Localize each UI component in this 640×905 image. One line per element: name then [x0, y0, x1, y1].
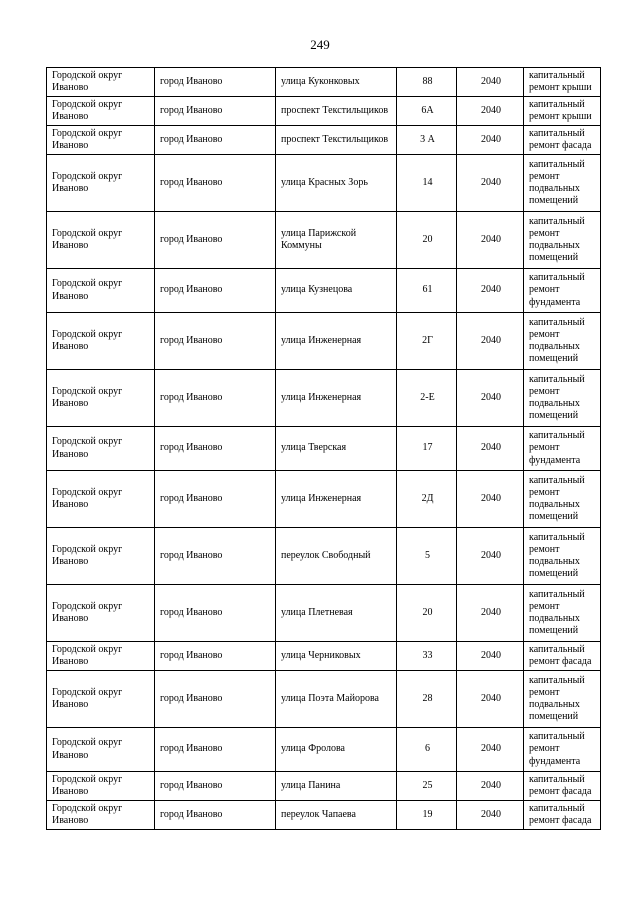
house-number-cell: 2Д	[397, 471, 457, 528]
street-cell: проспект Текстильщиков	[276, 126, 397, 155]
district-cell: Городской округ Иваново	[47, 370, 155, 427]
street-cell: улица Инженерная	[276, 370, 397, 427]
district-cell: Городской округ Иваново	[47, 126, 155, 155]
table-row	[47, 126, 601, 155]
work-type-cell: капитальный ремонт фасада	[524, 772, 601, 801]
house-number-cell: 14	[397, 155, 457, 212]
work-type-cell: капитальный ремонт крыши	[524, 68, 601, 97]
city-cell: город Иваново	[155, 370, 276, 427]
table-row	[47, 370, 601, 427]
district-cell: Городской округ Иваново	[47, 728, 155, 772]
house-number-cell: 6	[397, 728, 457, 772]
year-cell: 2040	[457, 370, 524, 427]
year-cell: 2040	[457, 212, 524, 269]
work-type-cell: капитальный ремонт фасада	[524, 642, 601, 671]
house-number-cell: 20	[397, 585, 457, 642]
table-row	[47, 642, 601, 671]
city-cell: город Иваново	[155, 269, 276, 313]
page-number: 249	[310, 37, 330, 52]
city-cell: город Иваново	[155, 155, 276, 212]
work-type-cell: капитальный ремонт крыши	[524, 97, 601, 126]
table-row	[47, 528, 601, 585]
year-cell: 2040	[457, 528, 524, 585]
street-cell: улица Фролова	[276, 728, 397, 772]
city-cell: город Иваново	[155, 642, 276, 671]
street-cell: улица Панина	[276, 772, 397, 801]
table-row	[47, 313, 601, 370]
district-cell: Городской округ Иваново	[47, 528, 155, 585]
work-type-cell: капитальный ремонт подвальных помещений	[524, 212, 601, 269]
year-cell: 2040	[457, 728, 524, 772]
district-cell: Городской округ Иваново	[47, 642, 155, 671]
street-cell: проспект Текстильщиков	[276, 97, 397, 126]
year-cell: 2040	[457, 772, 524, 801]
year-cell: 2040	[457, 427, 524, 471]
street-cell: улица Инженерная	[276, 313, 397, 370]
city-cell: город Иваново	[155, 97, 276, 126]
table-row	[47, 269, 601, 313]
district-cell: Городской округ Иваново	[47, 155, 155, 212]
city-cell: город Иваново	[155, 68, 276, 97]
repair-schedule-table	[46, 67, 601, 830]
work-type-cell: капитальный ремонт подвальных помещений	[524, 528, 601, 585]
street-cell: улица Парижской Коммуны	[276, 212, 397, 269]
work-type-cell: капитальный ремонт фундамента	[524, 728, 601, 772]
house-number-cell: 88	[397, 68, 457, 97]
year-cell: 2040	[457, 269, 524, 313]
house-number-cell: 2Г	[397, 313, 457, 370]
table-row	[47, 801, 601, 830]
district-cell: Городской округ Иваново	[47, 68, 155, 97]
work-type-cell: капитальный ремонт подвальных помещений	[524, 471, 601, 528]
table-row	[47, 97, 601, 126]
year-cell: 2040	[457, 97, 524, 126]
street-cell: улица Плетневая	[276, 585, 397, 642]
street-cell: переулок Свободный	[276, 528, 397, 585]
street-cell: улица Инженерная	[276, 471, 397, 528]
street-cell: переулок Чапаева	[276, 801, 397, 830]
year-cell: 2040	[457, 313, 524, 370]
city-cell: город Иваново	[155, 728, 276, 772]
year-cell: 2040	[457, 801, 524, 830]
house-number-cell: 17	[397, 427, 457, 471]
year-cell: 2040	[457, 155, 524, 212]
house-number-cell: 61	[397, 269, 457, 313]
city-cell: город Иваново	[155, 671, 276, 728]
table-body	[47, 68, 601, 830]
street-cell: улица Поэта Майорова	[276, 671, 397, 728]
city-cell: город Иваново	[155, 313, 276, 370]
house-number-cell: 19	[397, 801, 457, 830]
year-cell: 2040	[457, 642, 524, 671]
district-cell: Городской округ Иваново	[47, 97, 155, 126]
city-cell: город Иваново	[155, 772, 276, 801]
table-row	[47, 68, 601, 97]
street-cell: улица Куконковых	[276, 68, 397, 97]
city-cell: город Иваново	[155, 585, 276, 642]
table-row	[47, 728, 601, 772]
table-row	[47, 772, 601, 801]
year-cell: 2040	[457, 126, 524, 155]
table-row	[47, 671, 601, 728]
year-cell: 2040	[457, 471, 524, 528]
district-cell: Городской округ Иваново	[47, 212, 155, 269]
table-row	[47, 155, 601, 212]
city-cell: город Иваново	[155, 528, 276, 585]
house-number-cell: 25	[397, 772, 457, 801]
district-cell: Городской округ Иваново	[47, 427, 155, 471]
work-type-cell: капитальный ремонт подвальных помещений	[524, 671, 601, 728]
work-type-cell: капитальный ремонт подвальных помещений	[524, 155, 601, 212]
city-cell: город Иваново	[155, 126, 276, 155]
district-cell: Городской округ Иваново	[47, 801, 155, 830]
table-row	[47, 471, 601, 528]
street-cell: улица Красных Зорь	[276, 155, 397, 212]
street-cell: улица Черниковых	[276, 642, 397, 671]
house-number-cell: 28	[397, 671, 457, 728]
work-type-cell: капитальный ремонт подвальных помещений	[524, 370, 601, 427]
district-cell: Городской округ Иваново	[47, 671, 155, 728]
house-number-cell: 3 А	[397, 126, 457, 155]
work-type-cell: капитальный ремонт подвальных помещений	[524, 313, 601, 370]
work-type-cell: капитальный ремонт фасада	[524, 126, 601, 155]
street-cell: улица Кузнецова	[276, 269, 397, 313]
district-cell: Городской округ Иваново	[47, 269, 155, 313]
district-cell: Городской округ Иваново	[47, 313, 155, 370]
district-cell: Городской округ Иваново	[47, 585, 155, 642]
district-cell: Городской округ Иваново	[47, 772, 155, 801]
work-type-cell: капитальный ремонт подвальных помещений	[524, 585, 601, 642]
house-number-cell: 6А	[397, 97, 457, 126]
work-type-cell: капитальный ремонт фундамента	[524, 269, 601, 313]
city-cell: город Иваново	[155, 801, 276, 830]
year-cell: 2040	[457, 68, 524, 97]
house-number-cell: 5	[397, 528, 457, 585]
work-type-cell: капитальный ремонт фасада	[524, 801, 601, 830]
house-number-cell: 20	[397, 212, 457, 269]
street-cell: улица Тверская	[276, 427, 397, 471]
table-row	[47, 427, 601, 471]
table-row	[47, 212, 601, 269]
district-cell: Городской округ Иваново	[47, 471, 155, 528]
work-type-cell: капитальный ремонт фундамента	[524, 427, 601, 471]
city-cell: город Иваново	[155, 212, 276, 269]
house-number-cell: 33	[397, 642, 457, 671]
year-cell: 2040	[457, 585, 524, 642]
table-row	[47, 585, 601, 642]
city-cell: город Иваново	[155, 471, 276, 528]
house-number-cell: 2-Е	[397, 370, 457, 427]
year-cell: 2040	[457, 671, 524, 728]
city-cell: город Иваново	[155, 427, 276, 471]
